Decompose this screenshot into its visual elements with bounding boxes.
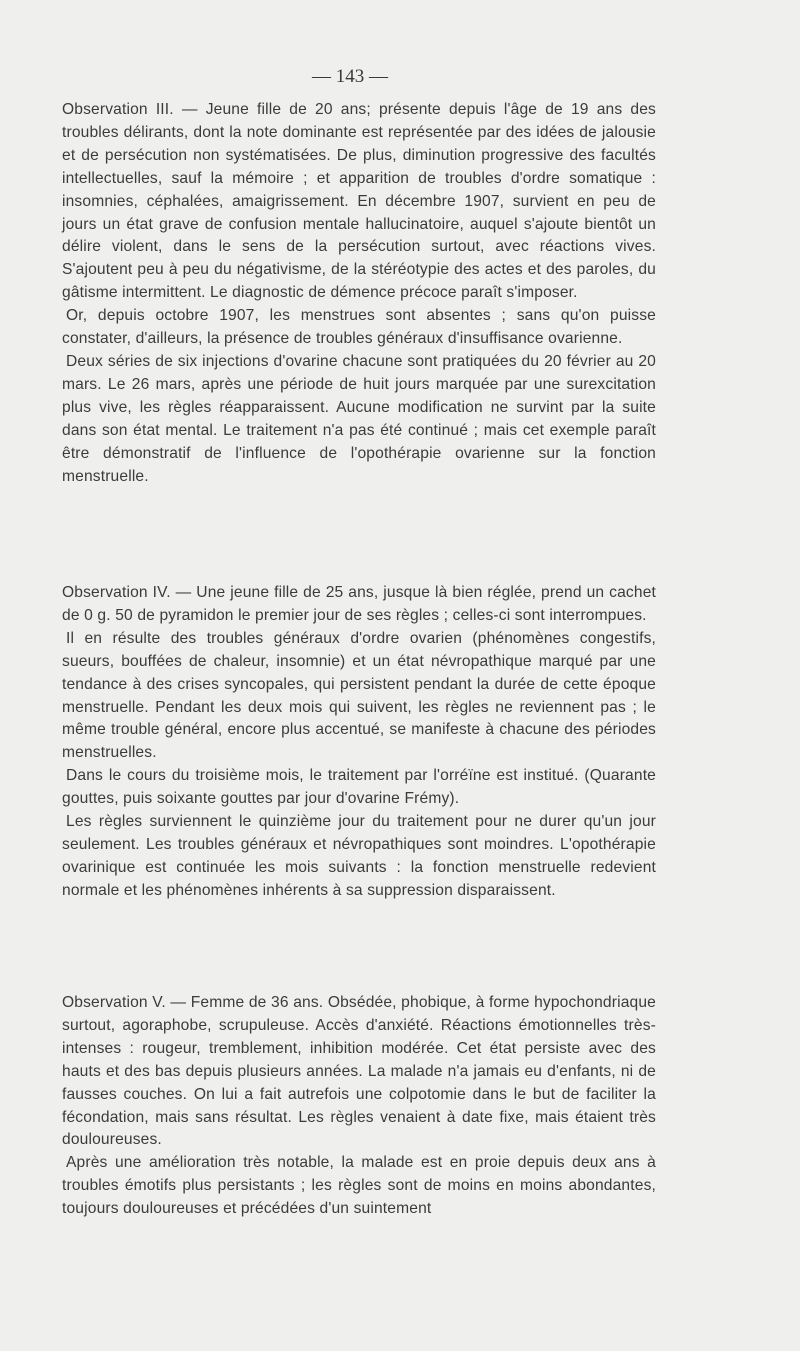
paragraph: Les règles surviennent le quinzième jour du traitement pour ne durer qu'un jour seulement. Les troubles généraux et névropathiques sont moindres. L'opothérapie ovarinique est continuée les mois suivants : la fonction menstruelle redevient normale et les phénomènes inhérents à sa suppression disparaissent. [62, 813, 656, 899]
paragraph: Observation V. — Femme de 36 ans. Obsédée, phobique, à forme hypochondriaque surtout, agoraphobe, scrupuleuse. Accès d'anxiété. Réactions émotionnelles très-intenses : rougeur, tremblement, inhibition modérée. Cet état persiste avec des hauts et des bas depuis plusieurs années. La malade n'a jamais eu d'enfants, ni de fausses couches. On lui a fait autrefois une colpotomie dans le but de faciliter la fécondation, mais sans résultat. Les règles venaient à date fixe, mais étaient très douloureuses. [62, 994, 656, 1149]
observation-3 [62, 99, 656, 488]
observation-5 [62, 992, 656, 1221]
paragraph: Or, depuis octobre 1907, les menstrues sont absentes ; sans qu'on puisse constater, d'ailleurs, la présence de troubles généraux d'insuffisance ovarienne. [62, 307, 656, 348]
paragraph: Observation IV. — Une jeune fille de 25 ans, jusque là bien réglée, prend un cachet de 0 g. 50 de pyramidon le premier jour de ses règles ; celles-ci sont interrompues. [62, 584, 656, 624]
paragraph: Deux séries de six injections d'ovarine chacune sont pratiquées du 20 février au 20 mars. Le 26 mars, après une période de huit jours marquée par une surexcitation plus vive, les règles réapparaissent. Aucune modification ne survint par la suite dans son état mental. Le traitement n'a pas été continué ; mais cet exemple paraît être démonstratif de l'influence de l'opothérapie ovarienne sur la fonction menstruelle. [62, 352, 656, 485]
paragraph: Après une amélioration très notable, la malade est en proie depuis deux ans à troubles émotifs plus persistants ; les règles sont de moins en moins abondantes, toujours douloureuses et précédées d'un suintement [62, 1154, 656, 1218]
paragraph: Observation III. — Jeune fille de 20 ans; présente depuis l'âge de 19 ans des troubles délirants, dont la note dominante est représentée par des idées de jalousie et de persécution non systématisées. De plus, diminution progressive des facultés intellectuelles, sauf la mémoire ; et apparition de troubles d'ordre somatique : insomnies, céphalées, amaigrissement. En décembre 1907, survient en peu de jours un état grave de confusion mentale hallucinatoire, auquel s'ajoute bientôt un délire violent, dans le sens de la persécution surtout, avec réactions vives. S'ajoutent peu à peu du négativisme, de la stéréotypie des actes et des paroles, du gâtisme intermittent. Le diagnostic de démence précoce paraît s'imposer. [62, 101, 656, 302]
observation-4 [62, 582, 656, 903]
paragraph: Dans le cours du troisième mois, le traitement par l'orréïne est institué. (Quarante gouttes, puis soixante gouttes par jour d'ovarine Frémy). [62, 767, 656, 808]
page-number: — 143 — [312, 66, 388, 87]
paragraph: Il en résulte des troubles généraux d'ordre ovarien (phénomènes congestifs, sueurs, bouffées de chaleur, insomnie) et un état névropathique marqué par une tendance à des crises syncopales, qui persistent pendant la durée de cette époque menstruelle. Pendant les deux mois qui suivent, les règles ne reviennent pas ; le même trouble général, encore plus accentué, se manifeste à chacune des périodes menstruelles. [62, 629, 656, 762]
